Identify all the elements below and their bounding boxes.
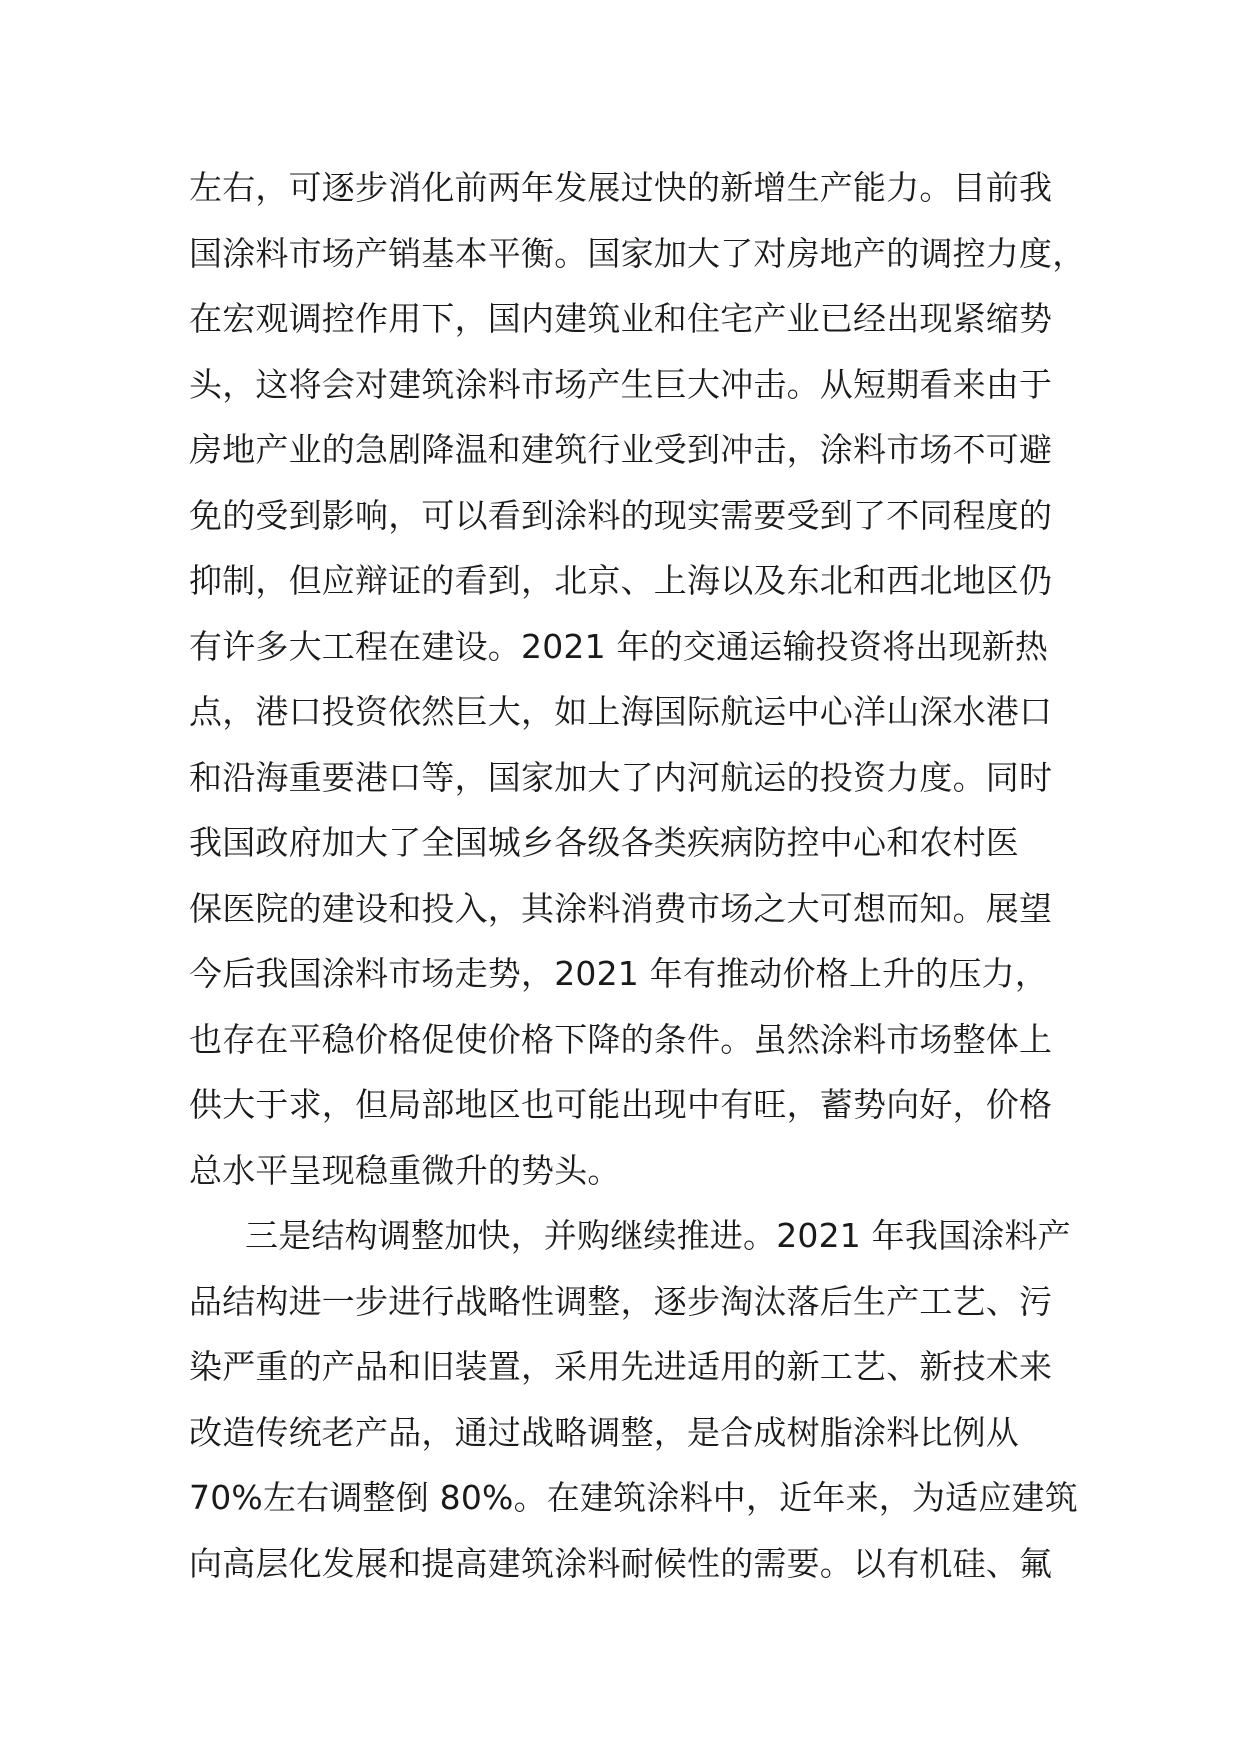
text-line: 我国政府加大了全国城乡各级各类疾病防控中心和农村医 [189,823,1019,862]
text-line: 向高层化发展和提高建筑涂料耐候性的需要。以有机硅、氟 [189,1543,1053,1583]
text-line: 总水平呈现稳重微升的势头。 [189,1150,621,1190]
text-line: 染严重的产品和旧装置，采用先进适用的新工艺、新技术来 [189,1347,1053,1386]
text-line: 供大于求，但局部地区也可能出现中有旺，蓄势向好，价格 [189,1085,1053,1124]
text-line: 左右，可逐步消化前两年发展过快的新增生产能力。目前我 [189,168,1053,207]
text-line: 在宏观调控作用下，国内建筑业和住宅产业已经出现紧缩势 [189,299,1053,338]
text-line: 改造传统老产品，通过战略调整，是合成树脂涂料比例从 [189,1412,1019,1452]
text-line: 今后我国涂料市场走势，2021 年有推动价格上升的压力， [189,954,1049,993]
text-line: 国涂料市场产销基本平衡。国家加大了对房地产的调控力度， [189,233,1086,273]
text-line: 房地产业的急剧降温和建筑行业受到冲击，涂料市场不可避 [189,430,1053,469]
text-line: 头，这将会对建筑涂料市场产生巨大冲击。从短期看来由于 [189,364,1053,404]
text-line: 70%左右调整倒 80%。在建筑涂料中，近年来，为适应建筑 [189,1478,1078,1517]
text-line: 品结构进一步进行战略性调整，逐步淘汰落后生产工艺、污 [189,1281,1053,1321]
text-line: 点，港口投资依然巨大，如上海国际航运中心洋山深水港口 [189,692,1053,731]
text-line: 免的受到影响，可以看到涂料的现实需要受到了不同程度的 [189,495,1053,535]
text-line: 和沿海重要港口等，国家加大了内河航运的投资力度。同时 [189,757,1053,797]
text-line: 也存在平稳价格促使价格下降的条件。虽然涂料市场整体上 [189,1019,1053,1059]
text-line: 保医院的建设和投入，其涂料消费市场之大可想而知。展望 [189,888,1053,928]
text-line: 抑制，但应辩证的看到，北京、上海以及东北和西北地区仍 [189,561,1053,600]
paragraph-start-line: 三是结构调整加快，并购继续推进。2021 年我国涂料产 [245,1216,1071,1255]
body-text [189,155,1086,1596]
text-line: 有许多大工程在建设。2021 年的交通运输投资将出现新热 [189,626,1049,666]
